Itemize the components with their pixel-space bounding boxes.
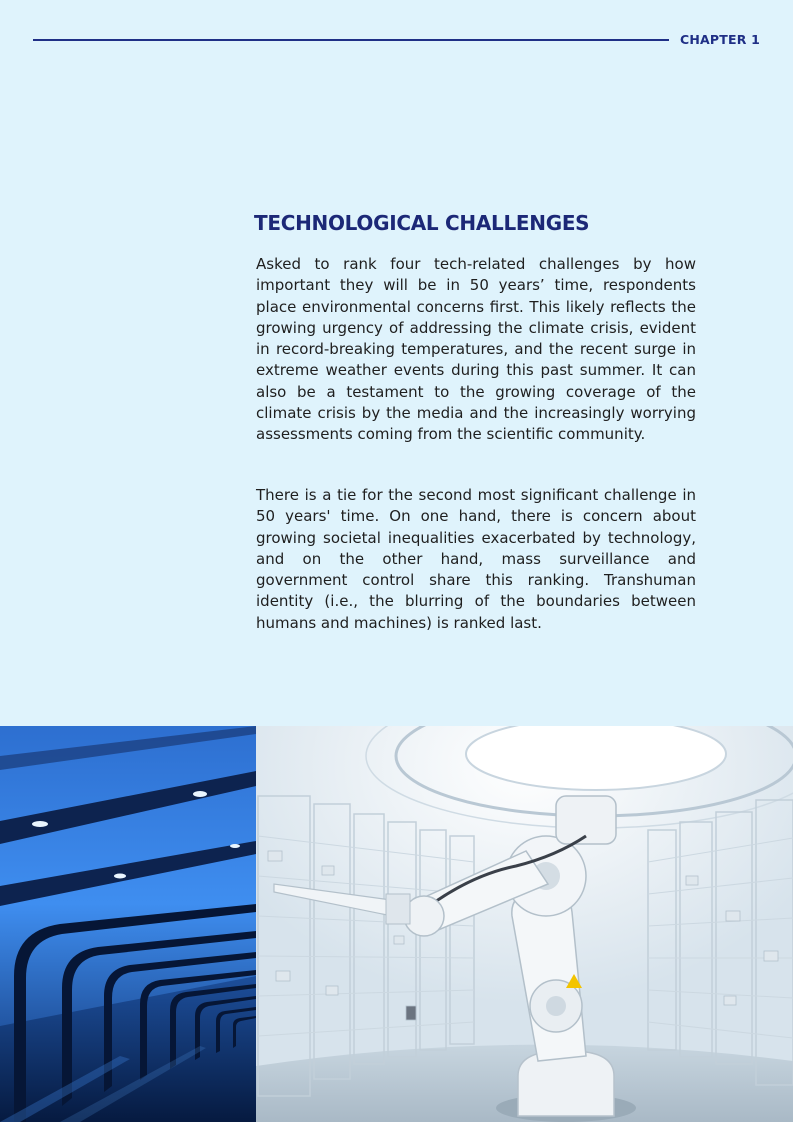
- tunnel-photo: [0, 726, 256, 1122]
- section-title: TECHNOLOGICAL CHALLENGES: [254, 211, 590, 235]
- body-paragraph-1: Asked to rank four tech-related challenges by how important they will be in 50 years’ time, respondents place environmental concerns first. This likely reflects the growing urgency of addressing the climate crisis, evident in record-breaking temperatures, and the recent surge in extreme weather events during this past summer. It can also be a testament to the growing coverage of the climate crisis by the media and the increasingly worrying assessments coming from the scientific community.: [256, 255, 696, 444]
- body-paragraph-2: There is a tie for the second most significant challenge in 50 years' time. On one hand, there is concern about growing societal inequalities exacerbated by technology, and on the other hand, mass surveillance and government control share this ranking. Transhuman identity (i.e., the blurring of the boundaries between humans and machines) is ranked last.: [256, 486, 696, 632]
- robot-arm-photo: [256, 726, 793, 1122]
- header-divider: [33, 39, 669, 41]
- photo-strip: [0, 726, 793, 1122]
- chapter-label: CHAPTER 1: [680, 32, 761, 47]
